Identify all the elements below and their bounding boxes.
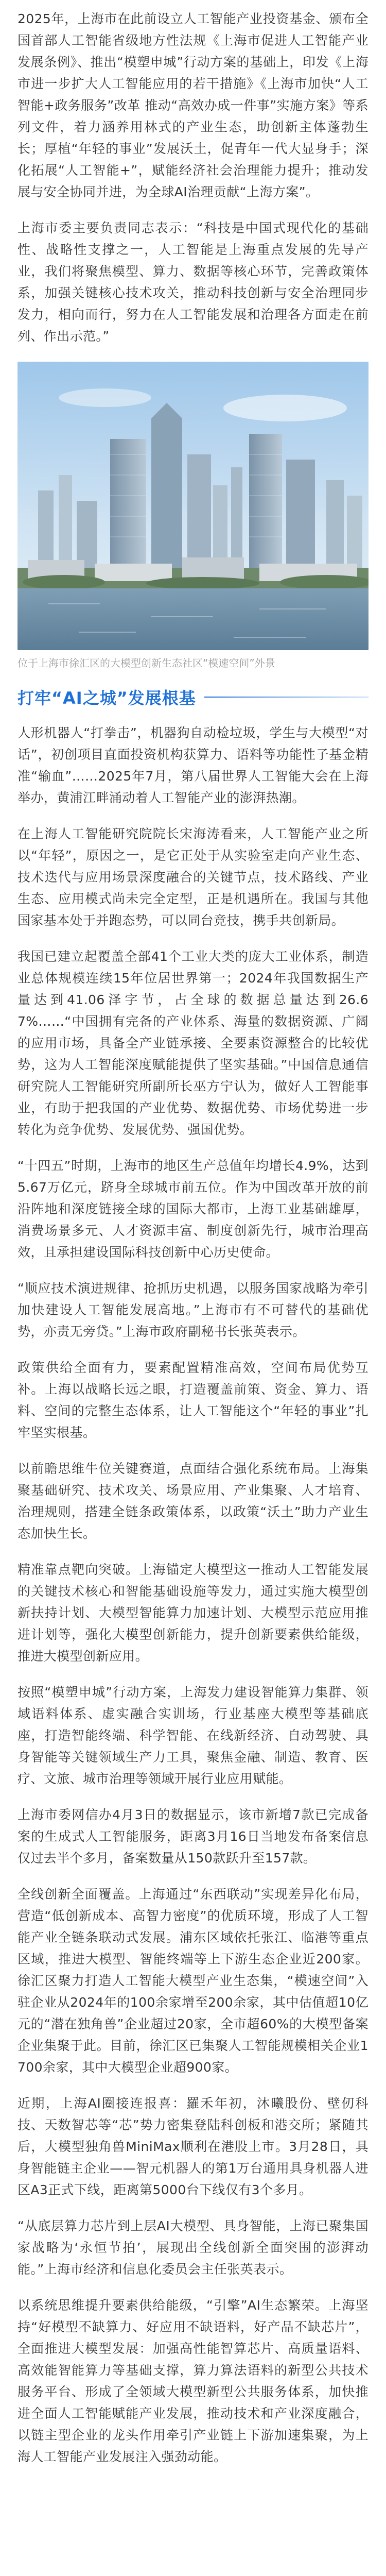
intro-paragraph: 上海市委主要负责同志表示：“科技是中国式现代化的基础性、战略性支撑之一，人工智能是上海重点发展的先导产业，我们将聚焦模型、算力、数据等核心环节，完善政策体系，加强关键核心技术攻关，推动科技创新与安全治理同步发力，相向而行，努力在人工智能发展和治理各方面走在前列、作出示范。”	[17, 221, 369, 344]
section-heading	[17, 685, 369, 709]
section-paragraph: 在上海人工智能研究院院长宋海涛看来，人工智能产业之所以“年轻”，原因之一，是它正处于从实验室走向产业生态、技术迭代与应用场景深度融合的关键节点，技术路线、产业生态、应用模式尚未完全定型，正是机遇所在。我国与其他国家基本处于并跑态势，可以同台竞技，携手共创新局。	[17, 826, 369, 928]
section-paragraph: 按照“模塑申城”行动方案，上海发力建设智能算力集群、领域语料体系、虚实融合实训场，行业基座大模型等基础底座，打造智能终端、科学智能、在线新经济、自动驾驶、具身智能等关键领域生产力工具，聚焦金融、制造、教育、医疗、文旅、城市治理等领域开展行业应用赋能。	[17, 1685, 369, 1786]
section-heading-text: 打牢“AI之城”发展根基	[17, 688, 196, 708]
section-paragraph: 全线创新全面覆盖。上海通过“东西联动”实现差异化布局，营造“低创新成本、高智力密度”的优质环境，形成了人工智能产业全链条联动式发展。浦东区域依托张江、临港等重点区域，推进大模型、智能终端等上下游生态企业近200家。徐汇区聚力打造人工智能大模型产业生态集，“模速空间”入驻企业从2024年的100余家增至200余家，其中估值超10亿元的“潜在独角兽”企业超过20家，全市超60%的大模型备案企业集聚于此。目前，徐汇区已集聚人工智能规模相关企业1700余家，其中大模型企业超900家。	[17, 1887, 369, 2075]
section-paragraph: 上海市委网信办4月3日的数据显示，该市新增7款已完成备案的生成式人工智能服务，距离3月16日当地发布备案信息仅过去半个多月，备案数量从150款跃升至157款。	[17, 1807, 369, 1866]
intro-block	[17, 8, 369, 347]
section-paragraph: 我国已建立起覆盖全部41个工业大类的庞大工业体系，制造业总体规模连续15年位居世界第一；2024年我国数据生产量达到41.06泽字节，占全球的数据总量达到26.67%……“中国拥有完备的产业体系、海量的数据资源、广阔的应用市场，具备全产业链承接、全要素资源整合的比较优势，这为人工智能深度赋能提供了坚实基础。”中国信息通信研究院人工智能研究所副所长巫方宁认为，做好人工智能事业，有助于把我国的产业优势、数据优势、市场优势进一步转化为竞争优势、发展优势、强国优势。	[17, 949, 369, 1137]
section-paragraph: 以前瞻思维牛位关键赛道，点面结合强化系统布局。上海集聚基础研究、技术攻关、场景应用、产业集聚、人才培育、治理规则，搭建全链条政策体系，以政策“沃土”助力产业生态加快生长。	[17, 1461, 369, 1541]
section-paragraph: 精准靠点靶向突破。上海锚定大模型这一推动人工智能发展的关键技术核心和智能基础设施等发力，通过实施大模型创新扶持计划、大模型智能算力加速计划、大模型示范应用推进计划等，强化大模型创新能力，提升创新要素供给能级，推进大模型创新应用。	[17, 1562, 369, 1664]
section-paragraph: “顺应技术演进规律、抢抓历史机遇，以服务国家战略为牵引加快建设人工智能发展高地。”上海市有不可替代的基础优势，亦责无旁贷。”上海市政府副秘书长张英表示。	[17, 1281, 369, 1339]
section-paragraph: 人形机器人“打拳击”，机器狗自动检垃圾，学生与大模型“对话”，初创项目直面投资机构获算力、语料等功能性子基金精准“输血”……2025年7月，第八届世界人工智能大会在上海举办，黄浦江畔涌动着人工智能产业的澎湃热潮。	[17, 725, 369, 805]
section-paragraph: “十四五”时期，上海市的地区生产总值年均增长4.9%，达到5.67万亿元，跻身全球城市前五位。作为中国改革开放的前沿阵地和深度链接全球的国际大都市，上海工业基础雄厚，消费场景多元、人才资源丰富、制度创新先行，城市治理高效，且承担建设国际科技创新中心历史使命。	[17, 1158, 369, 1260]
section-paragraph: “从底层算力芯片到上层AI大模型、具身智能，上海已聚集国家战略为‘永恒节拍’，展现出全线创新全面突围的澎湃动能。”上海市经济和信息化委员会主任张英表示。	[17, 2218, 369, 2277]
section-body	[17, 722, 369, 2468]
section-paragraph: 政策供给全面有力，要素配置精准高效，空间布局优势互补。上海以战略长远之眼，打造覆盖前策、资金、算力、语料、空间的完整生态体系，让人工智能这个“年轻的事业”扎牢坚实根基。	[17, 1360, 369, 1440]
article-figure	[17, 362, 369, 672]
city-skyline-photo	[17, 362, 369, 650]
intro-paragraph: 2025年，上海市在此前设立人工智能产业投资基金、颁布全国首部人工智能省级地方性法规《上海市促进人工智能产业发展条例》、推出“模塑申城”行动方案的基础上，印发《上海市进一步扩大人工智能应用的若干措施》《上海市加快“人工智能+政务服务”改革 推动“高效办成一件事”实施方案》等系列文件，着力涵养用林式的产业生态，助创新主体蓬勃生长；厚植“年轻的事业”发展沃土，促青年一代大显身手；深化拓展“人工智能+”，赋能经济社会治理能力提升；推动发展与安全协同并进，为全球AI治理贡献“上海方案”。	[17, 11, 369, 199]
section-paragraph: 近期，上海AI圈接连报喜：羅禾年初，沐曦股份、壁仞科技、天数智芯等“芯”势力密集登陆科创板和港交所；紧随其后，大模型独角兽MiniMax顺利在港股上市。3月28日，具身智能链主企业——智元机器人的第1万台通用具身机器人进区A3正式下线，距离第5000台下线仅有3个多月。	[17, 2096, 369, 2197]
photo-caption: 位于上海市徐汇区的大模型创新生态社区“模速空间”外景	[17, 657, 275, 669]
section-heading-rule	[204, 697, 369, 698]
section-paragraph: 以系统思维提升要素供给能级，“引擎”AI生态繁荣。上海坚持“好模型不缺算力、好应用不缺语料，好产品不缺芯片”，全面推进大模型发展：加强高性能智算芯片、高质量语料、高效能智能算力等基础支撑，算力算法语料的新型公共技术服务平台、形成了全领域大模型新型公共服务体系，加快推进全面人工智能赋能产业发展，推动技术和产业深度融合，以链主型企业的龙头作用牵引产业链上下游加速集聚，为上海人工智能产业发展注入强劲动能。	[17, 2298, 369, 2464]
